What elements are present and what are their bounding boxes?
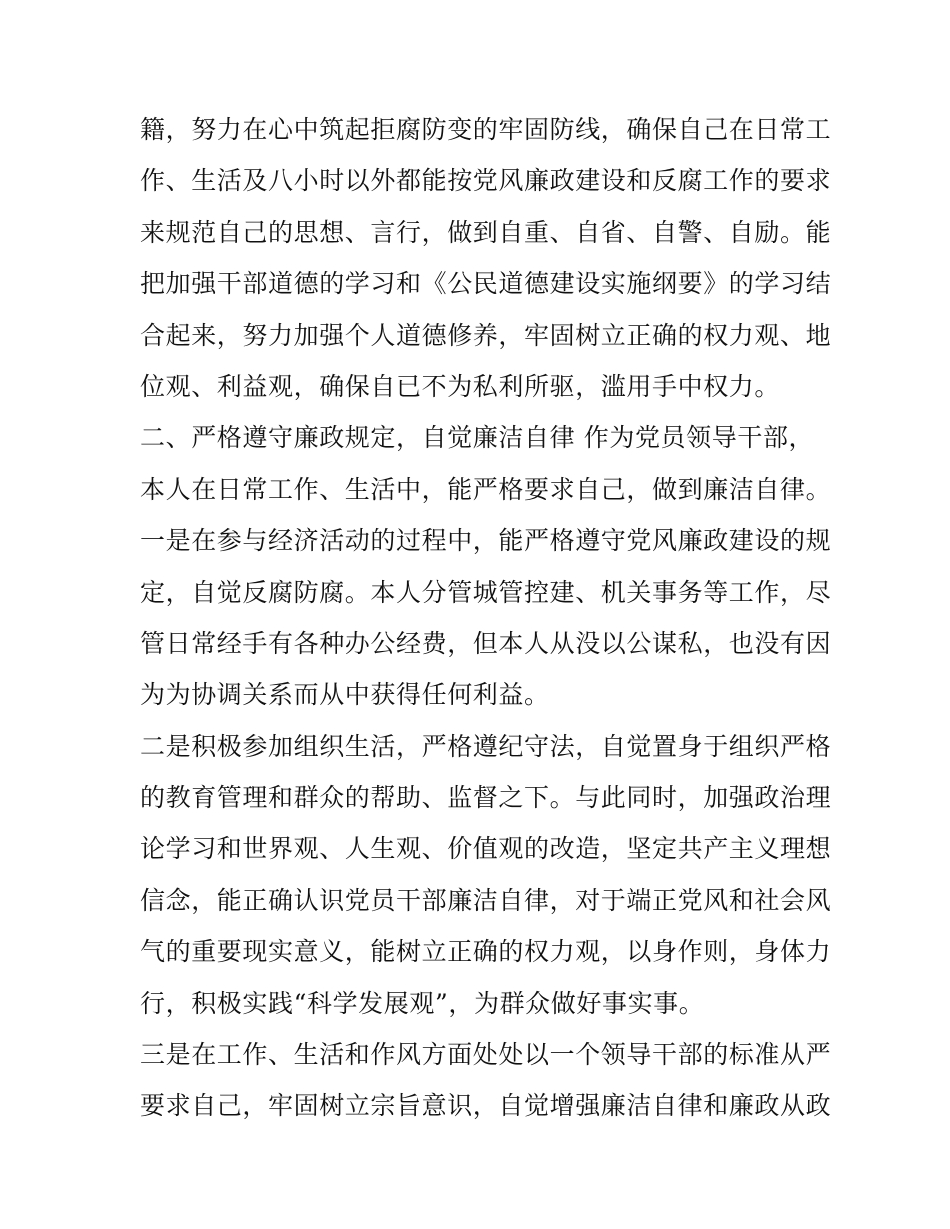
point-one-line-3: 管日常经手有各种办公经费，但本人从没以公谋私，也没有因 bbox=[140, 628, 832, 658]
text-line-6: 位观、利益观，确保自已不为私利所驱，滥用手中权力。 bbox=[140, 371, 781, 401]
text-line-1: 籍，努力在心中筑起拒腐防变的牢固防线，确保自己在日常工 bbox=[140, 115, 832, 144]
text-line-3: 来规范自己的思想、言行，做到自重、自省、自警、自励。能 bbox=[140, 217, 832, 247]
point-two-line-5: 气的重要现实意义，能树立正确的权力观，以身作则，身体力 bbox=[140, 937, 832, 967]
point-two-line-2: 的教育管理和群众的帮助、监督之下。与此同时，加强政治理 bbox=[140, 783, 832, 813]
text-line-5: 合起来，努力加强个人道德修养，牢固树立正确的权力观、地 bbox=[140, 320, 832, 350]
point-two-line-3: 论学习和世界观、人生观、价值观的改造，坚定共产主义理想 bbox=[140, 834, 832, 864]
point-two-line-6: 行，积极实践“科学发展观”，为群众做好事实事。 bbox=[140, 988, 705, 1018]
body-text bbox=[140, 104, 830, 1132]
text-line-2: 作、生活及八小时以外都能按党风廉政建设和反腐工作的要求 bbox=[140, 166, 832, 196]
text-line-4: 把加强干部道德的学习和《公民道德建设实施纲要》的学习结 bbox=[140, 269, 832, 299]
point-three-line-1: 三是在工作、生活和作风方面处处以一个领导干部的标准从严 bbox=[140, 1040, 832, 1070]
point-three-line-2: 要求自己，牢固树立宗旨意识，自觉增强廉洁自律和廉政从政 bbox=[140, 1091, 832, 1121]
point-one-line-1: 一是在参与经济活动的过程中，能严格遵守党风廉政建设的规 bbox=[140, 526, 832, 556]
point-one-line-4: 为为协调关系而从中获得任何利益。 bbox=[140, 680, 550, 710]
point-two-line-4: 信念，能正确认识党员干部廉洁自律，对于端正党风和社会风 bbox=[140, 885, 832, 915]
text-line-8: 本人在日常工作、生活中，能严格要求自己，做到廉洁自律。 bbox=[140, 474, 832, 504]
point-two-line-1: 二是积极参加组织生活，严格遵纪守法，自觉置身于组织严格 bbox=[140, 731, 832, 761]
section-heading-line: 二、严格遵守廉政规定，自觉廉洁自律 作为党员领导干部， bbox=[140, 423, 815, 453]
point-one-line-2: 定，自觉反腐防腐。本人分管城管控建、机关事务等工作，尽 bbox=[140, 577, 832, 607]
